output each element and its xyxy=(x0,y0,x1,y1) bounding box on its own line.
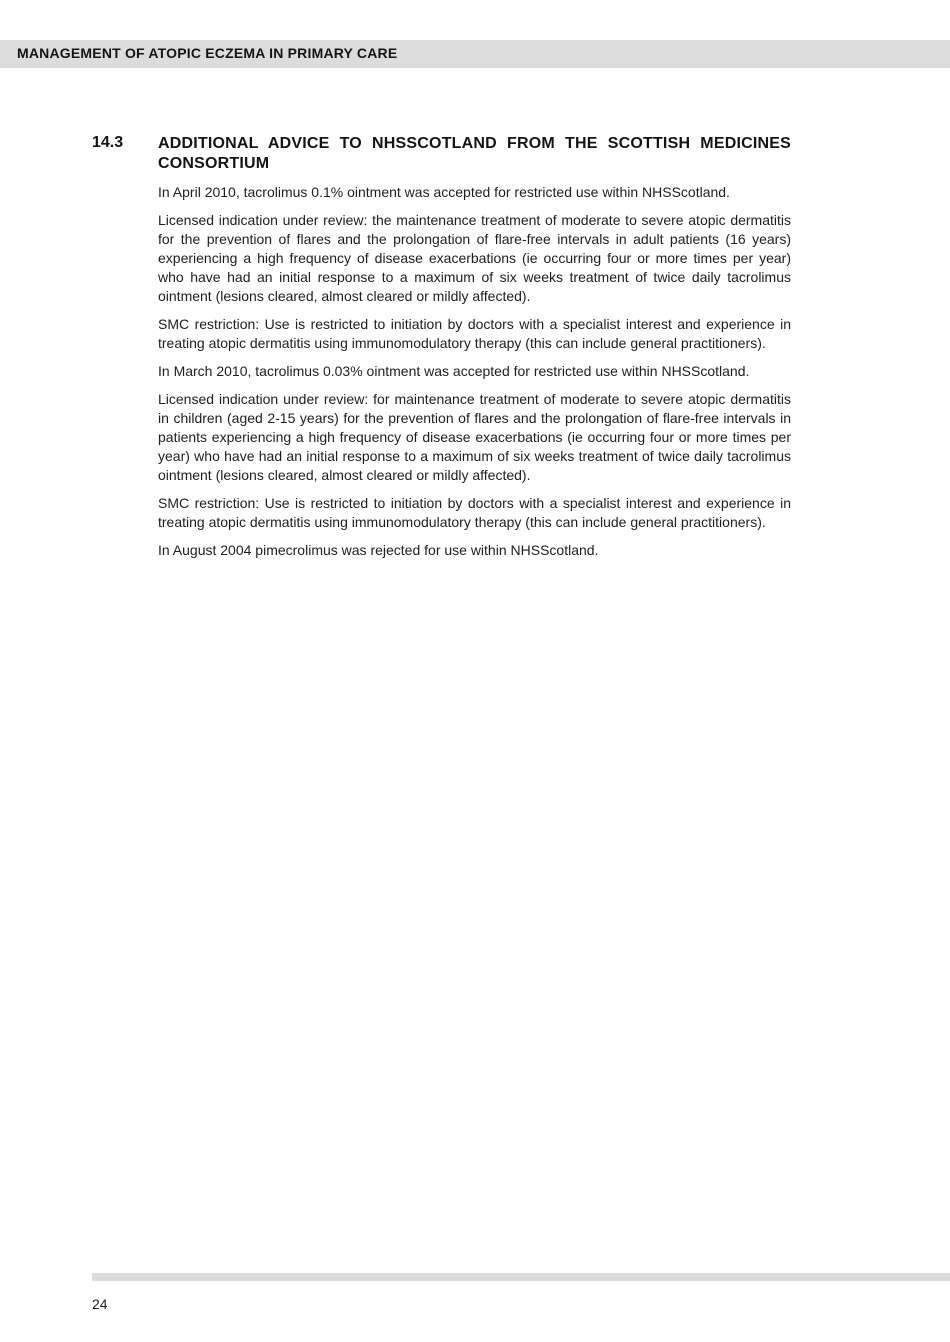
paragraph-pimecrolimus-rejection: In August 2004 pimecrolimus was rejected for use within NHSScotland. xyxy=(158,542,599,558)
section-number: 14.3 xyxy=(92,134,124,151)
paragraph-adult-licensed-indication: Licensed indication under review: the maintenance treatment of moderate to severe atopic dermatitis for the prevention of flares and the prolongation of flare-free intervals in adult patients (16 years) experiencing a high frequency of disease exacerbations (ie occurring four or more times per year) who have had an initial response to a maximum of six weeks treatment of twice daily tacrolimus ointment (lesions cleared, almost cleared or mildly affected). xyxy=(158,212,791,304)
paragraph-children-smc-restriction: SMC restriction: Use is restricted to initiation by doctors with a specialist interest and experience in treating atopic dermatitis using immunomodulatory therapy (this can include general practitioners). xyxy=(158,495,791,530)
section-body xyxy=(158,183,791,569)
section-title: ADDITIONAL ADVICE TO NHSSCOTLAND FROM THE SCOTTISH MEDICINES CONSORTIUM xyxy=(158,135,791,172)
footer-rule xyxy=(92,1273,950,1281)
paragraph-tacrolimus-0-1-acceptance: In April 2010, tacrolimus 0.1% ointment was accepted for restricted use within NHSScotland. xyxy=(158,184,730,200)
paragraph-children-licensed-indication: Licensed indication under review: for maintenance treatment of moderate to severe atopic dermatitis in children (aged 2-15 years) for the prevention of flares and the prolongation of flare-free intervals in patients experiencing a high frequency of disease exacerbations (ie occurring four or more times per year) who have had an initial response to a maximum of six weeks treatment of twice daily tacrolimus ointment (lesions cleared, almost cleared or mildly affected). xyxy=(158,391,791,483)
running-header-title: MANAGEMENT OF ATOPIC ECZEMA IN PRIMARY CARE xyxy=(17,45,398,61)
page-number: 24 xyxy=(92,1296,108,1312)
paragraph-tacrolimus-0-03-acceptance: In March 2010, tacrolimus 0.03% ointment was accepted for restricted use within NHSScotland. xyxy=(158,363,750,379)
paragraph-adult-smc-restriction: SMC restriction: Use is restricted to initiation by doctors with a specialist interest and experience in treating atopic dermatitis using immunomodulatory therapy (this can include general practitioners). xyxy=(158,316,791,351)
